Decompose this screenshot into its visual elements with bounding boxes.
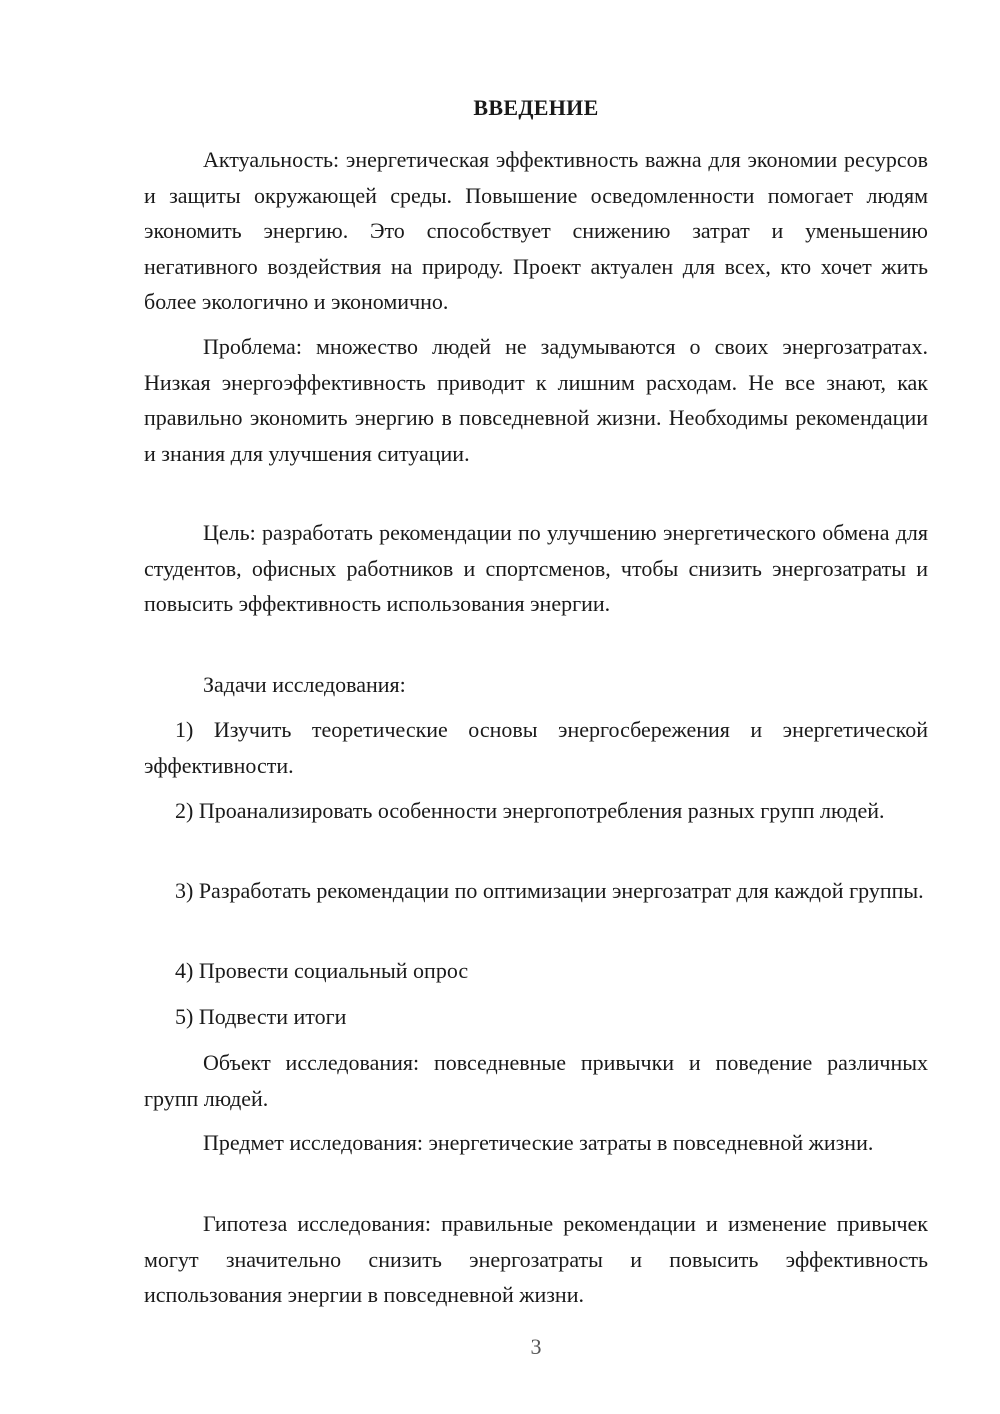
task-item-4: 4) Провести социальный опрос xyxy=(175,958,469,983)
goal-paragraph: Цель: разработать рекомендации по улучшению энергетического обмена для студентов, офисных работников и спортсменов, чтобы снизить энергозатраты и повысить эффективность использования энергии. xyxy=(144,520,928,616)
task-item-1: 1) Изучить теоретические основы энергосбережения и энергетической эффективности. xyxy=(144,717,928,778)
object-paragraph: Объект исследования: повседневные привычки и поведение различных групп людей. xyxy=(144,1050,928,1111)
page-number: 3 xyxy=(530,1334,542,1359)
task-item-5: 5) Подвести итоги xyxy=(175,1004,347,1029)
task-item-3: 3) Разработать рекомендации по оптимизации энергозатрат для каждой группы. xyxy=(175,878,924,903)
tasks-heading: Задачи исследования: xyxy=(203,672,406,697)
task-item-2: 2) Проанализировать особенности энергопотребления разных групп людей. xyxy=(175,798,885,823)
relevance-paragraph: Актуальность: энергетическая эффективность важна для экономии ресурсов и защиты окружающей среды. Повышение осведомленности помогает людям экономить энергию. Это способствует снижению затрат и уменьшению негативного воздействия на природу. Проект актуален для всех, кто хочет жить более экологично и экономично. xyxy=(144,147,928,314)
subject-paragraph: Предмет исследования: энергетические затраты в повседневной жизни. xyxy=(203,1130,874,1155)
hypothesis-paragraph: Гипотеза исследования: правильные рекомендации и изменение привычек могут значительно снизить энергозатраты и повысить эффективность использования энергии в повседневной жизни. xyxy=(144,1211,928,1307)
page-title: ВВЕДЕНИЕ xyxy=(473,95,599,120)
problem-paragraph: Проблема: множество людей не задумываются о своих энергозатратах. Низкая энергоэффективность приводит к лишним расходам. Не все знают, как правильно экономить энергию в повседневной жизни. Необходимы рекомендации и знания для улучшения ситуации. xyxy=(144,334,928,466)
